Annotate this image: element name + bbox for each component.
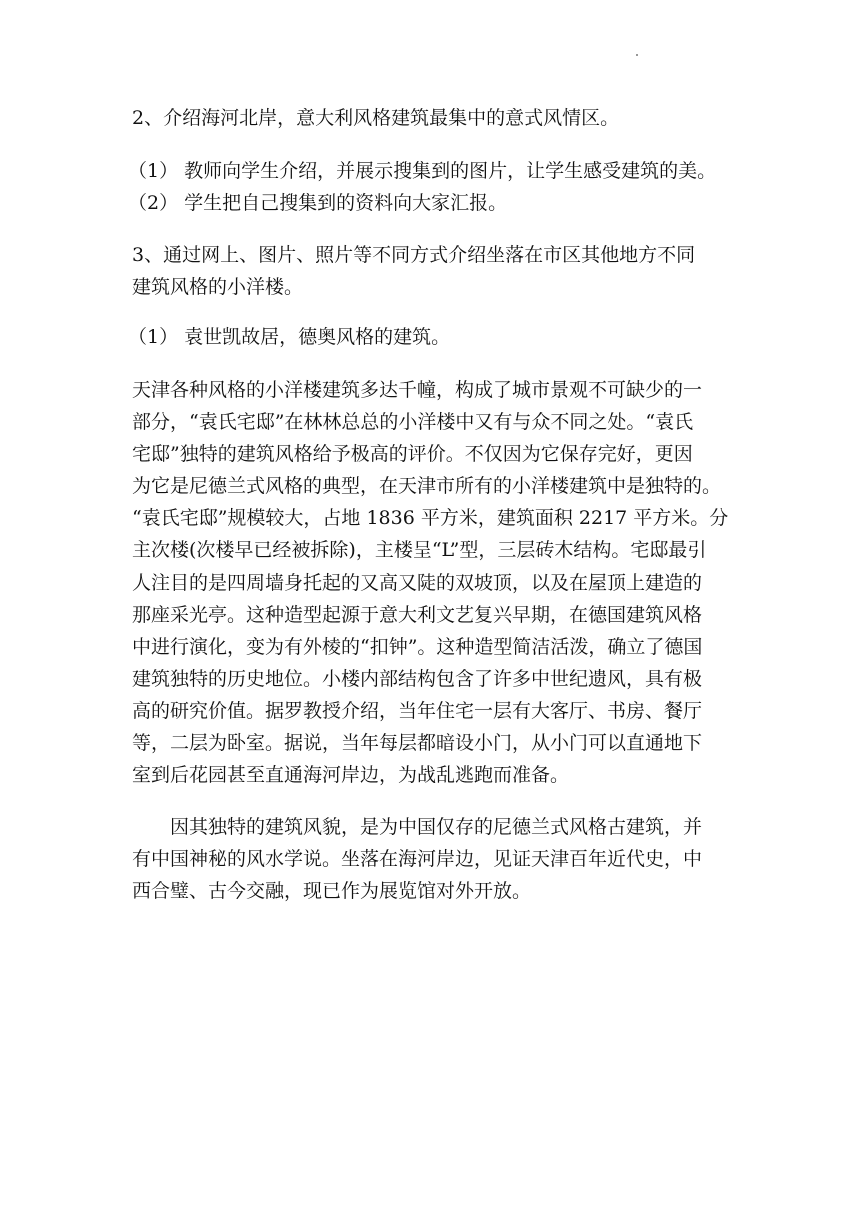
list-item-3-1: （1） 袁世凯故居，德奥风格的建筑。 <box>128 326 451 348</box>
text-line: 等，二层为卧室。据说，当年每层都暗设小门，从小门可以直通地下 <box>132 732 703 755</box>
text-line: 西合璧、古今交融，现已作为展览馆对外开放。 <box>132 880 532 903</box>
text-line: 为它是尼德兰式风格的典型，在天津市所有的小洋楼建筑中是独特的。 <box>132 475 722 498</box>
list-item-2-2: （2） 学生把自己搜集到的资料向大家汇报。 <box>128 192 508 214</box>
text-line: 高的研究价值。据罗教授介绍，当年住宅一层有大客厅、书房、餐厅 <box>132 699 703 722</box>
text-line: 那座采光亭。这种造型起源于意大利文艺复兴早期，在德国建筑风格 <box>132 603 703 626</box>
text-line: 室到后花园甚至直通海河岸边，为战乱逃跑而准备。 <box>132 764 570 787</box>
page-dot-mark <box>636 54 638 56</box>
text-line: “袁氏宅邸”规模较大，占地 1836 平方米，建筑面积 2217 平方米。分 <box>132 507 729 530</box>
document-body <box>128 102 732 907</box>
text-line: 人注目的是四周墙身托起的又高又陡的双坡顶，以及在屋顶上建造的 <box>132 571 703 594</box>
text-line: 3、通过网上、图片、照片等不同方式介绍坐落在市区其他地方不同 <box>132 244 696 266</box>
text-line: 建筑独特的历史地位。小楼内部结构包含了许多中世纪遗风，具有极 <box>132 667 703 690</box>
section-heading-3 <box>132 239 732 303</box>
closing-paragraph <box>132 811 732 907</box>
body-paragraph <box>132 374 732 791</box>
list-item-2-1: （1） 教师向学生介绍，并展示搜集到的图片，让学生感受建筑的美。 <box>128 160 717 182</box>
text-line: 中进行演化，变为有外棱的“扣钟”。这种造型简洁活泼，确立了德国 <box>132 635 703 658</box>
text-line: 部分，“袁氏宅邸”在林林总总的小洋楼中又有与众不同之处。“袁氏 <box>132 411 694 434</box>
text-line: 有中国神秘的风水学说。坐落在海河岸边，见证天津百年近代史，中 <box>132 848 703 871</box>
text-line: 主次楼(次楼早已经被拆除)，主楼呈“L”型，三层砖木结构。宅邸最引 <box>132 539 707 562</box>
section-heading-2: 2、介绍海河北岸，意大利风格建筑最集中的意式风情区。 <box>132 107 620 129</box>
text-line: 建筑风格的小洋楼。 <box>132 276 304 298</box>
text-line: 天津各种风格的小洋楼建筑多达千幢，构成了城市景观不可缺少的一 <box>132 379 703 401</box>
text-line: 宅邸”独特的建筑风格给予极高的评价。不仅因为它保存完好，更因 <box>132 443 693 466</box>
text-line: 因其独特的建筑风貌，是为中国仅存的尼德兰式风格古建筑，并 <box>170 816 703 839</box>
